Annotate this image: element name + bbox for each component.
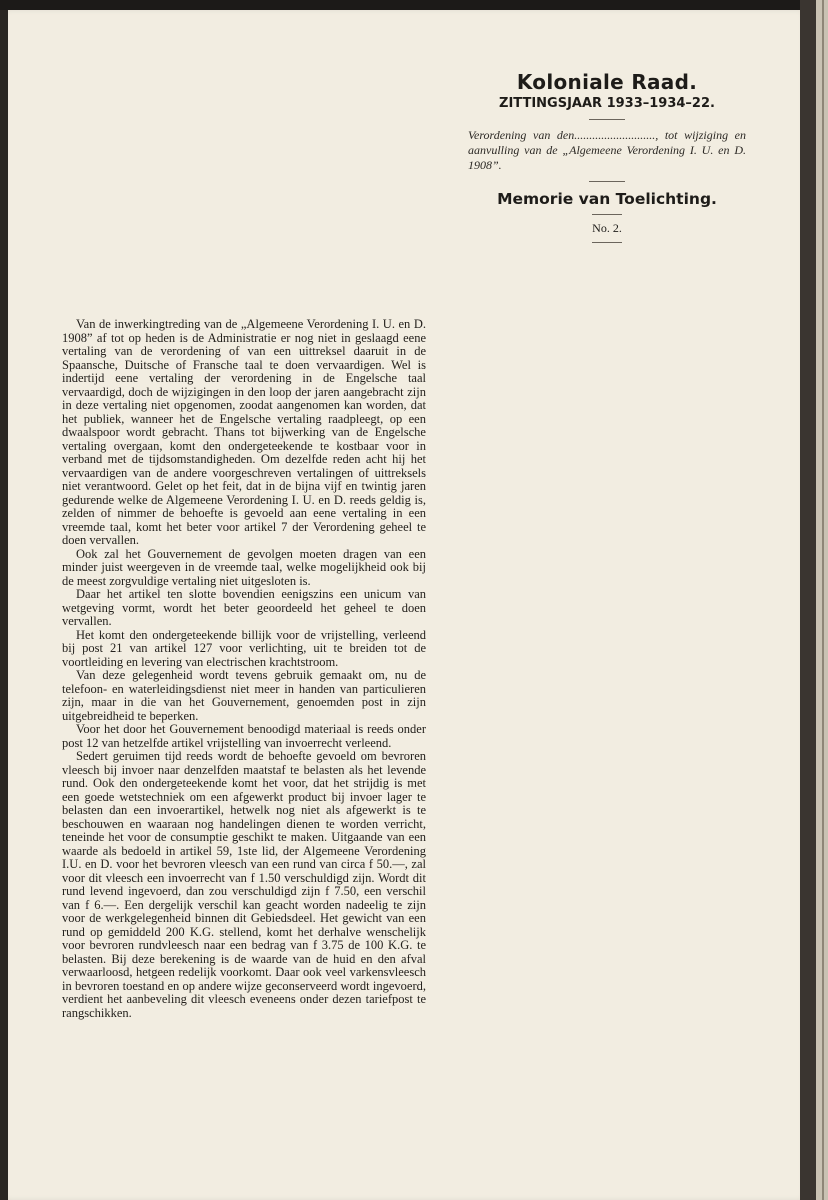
divider bbox=[589, 181, 625, 182]
body-text bbox=[62, 318, 426, 1020]
paragraph: Voor het door het Gouvernement benoodigd materiaal is reeds onder post 12 van hetzelfde artikel vrijstelling van invoerrecht verleend. bbox=[62, 722, 426, 750]
page-stack-line bbox=[822, 0, 824, 1200]
paragraph: Sedert geruimen tijd reeds wordt de behoefte gevoeld om bevroren vleesch bij invoer naar denzelfden maatstaf te belasten als het levende rund. Ook den ondergeteekende komt het voor, dat het strijdig is met een goede wetstechniek om een afgewerkt product bij invoer lager te belasten dan een invoerartikel, hetwelk nog niet als afgewerkt is te beschouwen en waaraan nog handelingen dienen te worden verricht, teneinde het voor de consumptie geschikt te maken. Uitgaande van een waarde als bedoeld in artikel 59, 1ste lid, der Algemeene Verordening I.U. en D. voor het bevroren vleesch van een rund van circa f 50.—, zal voor dit vleesch een invoerrecht van f 1.50 verschuldigd zijn. Wordt dit rund levend ingevoerd, dan zou verschuldigd zijn f 7.50, een verschil van f 6.—. Een dergelijk verschil kan geacht worden nadeelig te zijn voor de werkgelegenheid binnen dit Gebiedsdeel. Het gewicht van een rund op gemiddeld 200 K.G. stellend, komt het derhalve wenschelijk voor bevroren rundvleesch naar een bedrag van f 3.75 de 100 K.G. te belasten. Bij deze berekening is de waarde van de huid en den afval verwaarloosd, hetgeen redelijk voorkomt. Daar ook veel varkensvleesch in bevroren toestand en op andere wijze geconserveerd wordt ingevoerd, verdient het aanbeveling dit vleesch eveneens onder dezen tariefpost te rangschikken. bbox=[62, 749, 426, 1020]
divider bbox=[592, 214, 622, 215]
document-number: No. 2. bbox=[592, 221, 622, 235]
binding-edge bbox=[800, 0, 816, 1200]
paragraph: Het komt den ondergeteekende billijk voor de vrijstelling, verleend bij post 21 van artikel 127 voor verlichting, uit te breiden tot de voortleiding en levering van electrischen krachtstroom. bbox=[62, 627, 426, 669]
document-heading: Memorie van Toelichting. bbox=[497, 190, 717, 208]
paragraph: Van de inwerkingtreding van de „Algemeene Verordening I. U. en D. 1908” af tot op heden is de Administratie er nog niet in geslaagd eene vertaling van de verordening of van een uittreksel daaruit in de Spaansche, Duitsche of Fransche taal te doen vervaardigen. Wel is indertijd eene vertaling der verordening in de Engelsche taal vervaardigd, doch de wijzigingen in den loop der jaren aangebracht zijn in deze vertaling niet opgenomen, zoodat aangenomen kan worden, dat het publiek, wanneer het de Engelsche vertaling raadpleegt, op een dwaalspoor wordt gebracht. Thans tot bijwerking van de Engelsche vertaling overgaan, komt den ondergeteekende te kostbaar voor in verband met de tijdsomstandigheden. Om dezelfde reden acht hij het vervaardigen van de andere voorgeschreven vertalingen of uittreksels niet verantwoord. Gelet op het feit, dat in de bijna vijf en twintig jaren gedurende welke de Algemeene Verordening I. U. en D. reeds geldig is, zelden of nimmer de behoefte is gevoeld aan eene vertaling in een vreemde taal, komt het beter voor artikel 7 der Verordening geheel te doen vervallen. bbox=[62, 317, 426, 547]
scan-top-border bbox=[0, 0, 828, 10]
page-header bbox=[462, 70, 752, 249]
council-title: Koloniale Raad. bbox=[516, 70, 698, 94]
divider bbox=[592, 242, 622, 243]
divider bbox=[589, 119, 625, 120]
paragraph: Daar het artikel ten slotte bovendien eenigszins een unicum van wetgeving vormt, wordt het beter geoordeeld het geheel te doen vervallen. bbox=[62, 587, 426, 628]
session-year: ZITTINGSJAAR 1933–1934–22. bbox=[499, 96, 715, 111]
paragraph: Ook zal het Gouvernement de gevolgen moeten dragen van een minder juist weergeven in de vreemde taal, welke mogelijkheid ook bij de meest zorgvuldige vertaling niet uitgesloten is. bbox=[62, 546, 426, 588]
ordinance-subject: Verordening van den..........................., tot wijziging en aanvulling van de „Algemeene Verordening I. U. en D. 1908”. bbox=[468, 128, 746, 172]
paragraph: Van deze gelegenheid wordt tevens gebruik gemaakt om, nu de telefoon- en waterleidingsdienst niet meer in handen van particulieren zijn, maar in die van het Gouvernement, genoemden post in zijn uitgebreidheid te beperken. bbox=[62, 668, 426, 723]
